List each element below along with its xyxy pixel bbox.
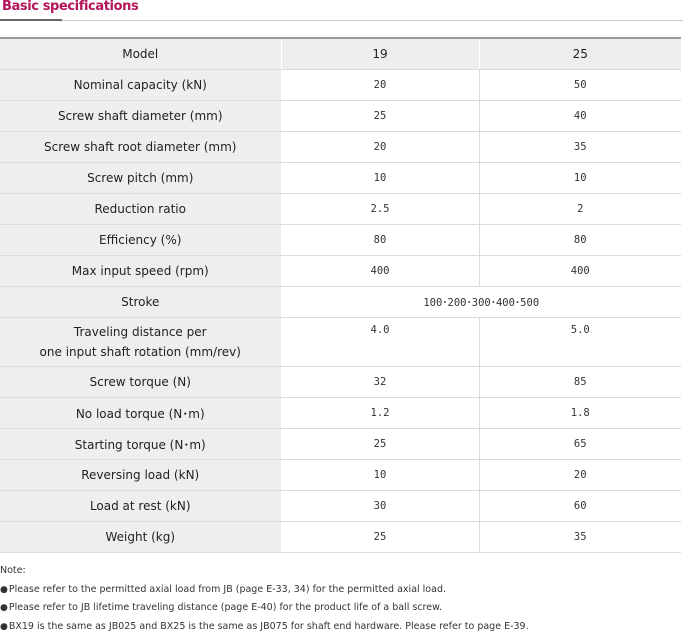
note-text: Please refer to the permitted axial load from JB (page E-33, 34) for the permitted axial load. (9, 584, 446, 595)
header-model-25: 25 (479, 38, 681, 70)
row-label: Starting torque (N･m) (0, 429, 281, 460)
table-row (0, 194, 681, 225)
row-value-25: 35 (479, 522, 681, 553)
row-label: Screw shaft root diameter (mm) (0, 132, 281, 163)
row-label: Screw shaft diameter (mm) (0, 101, 281, 132)
table-row (0, 429, 681, 460)
row-value-19: 20 (281, 132, 479, 163)
row-value-25: 2 (479, 194, 681, 225)
row-label: Reversing load (kN) (0, 460, 281, 491)
row-value-25: 1.8 (479, 398, 681, 429)
row-value-25: 85 (479, 367, 681, 398)
section-title: Basic specifications (2, 0, 138, 14)
spec-table (0, 37, 681, 553)
row-value-25: 20 (479, 460, 681, 491)
row-value-19: 30 (281, 491, 479, 522)
row-value-25: 65 (479, 429, 681, 460)
row-label (0, 318, 281, 367)
row-label: Nominal capacity (kN) (0, 70, 281, 101)
table-row (0, 101, 681, 132)
row-value-19: 10 (281, 460, 479, 491)
table-row (0, 460, 681, 491)
bullet-icon: ● (0, 585, 8, 595)
title-underline-accent (0, 19, 62, 21)
table-header-row (0, 38, 681, 70)
row-label: Screw pitch (mm) (0, 163, 281, 194)
notes-heading: Note: (0, 562, 683, 581)
note-item (0, 581, 683, 600)
row-value-25: 80 (479, 225, 681, 256)
table-row (0, 367, 681, 398)
row-label-line1: Traveling distance per (74, 325, 207, 339)
row-label-line2: one input shaft rotation (mm/rev) (40, 345, 241, 359)
table-row (0, 318, 681, 367)
bullet-icon: ● (0, 603, 8, 613)
row-value-19: 25 (281, 522, 479, 553)
row-label: Load at rest (kN) (0, 491, 281, 522)
note-text: Please refer to JB lifetime traveling distance (page E-40) for the product life of a ball screw. (9, 602, 442, 613)
title-underline (62, 20, 683, 21)
row-value-19: 80 (281, 225, 479, 256)
table-row (0, 132, 681, 163)
note-item (0, 618, 683, 636)
note-text: BX19 is the same as JB025 and BX25 is the same as JB075 for shaft end hardware. Please refer to page E-39. (9, 621, 529, 632)
table-row (0, 163, 681, 194)
table-row (0, 287, 681, 318)
row-value-19: 1.2 (281, 398, 479, 429)
row-label: Screw torque (N) (0, 367, 281, 398)
row-value-25: 35 (479, 132, 681, 163)
row-value-25: 40 (479, 101, 681, 132)
row-value-19: 400 (281, 256, 479, 287)
bullet-icon: ● (0, 622, 8, 632)
row-value-25: 400 (479, 256, 681, 287)
row-value-19: 2.5 (281, 194, 479, 225)
note-item (0, 599, 683, 618)
row-value-19: 25 (281, 101, 479, 132)
row-value-19: 25 (281, 429, 479, 460)
table-row (0, 522, 681, 553)
table-row (0, 398, 681, 429)
table-row (0, 256, 681, 287)
row-value-19: 4.0 (281, 318, 479, 367)
table-row (0, 225, 681, 256)
row-value-19: 10 (281, 163, 479, 194)
row-value-25: 5.0 (479, 318, 681, 367)
row-label: No load torque (N･m) (0, 398, 281, 429)
row-label: Reduction ratio (0, 194, 281, 225)
row-label: Weight (kg) (0, 522, 281, 553)
row-value-25: 50 (479, 70, 681, 101)
row-value-25: 10 (479, 163, 681, 194)
row-value-19: 20 (281, 70, 479, 101)
row-value-25: 60 (479, 491, 681, 522)
header-model: Model (0, 38, 281, 70)
row-label: Stroke (0, 287, 281, 318)
row-label: Max input speed (rpm) (0, 256, 281, 287)
table-row (0, 70, 681, 101)
table-row (0, 491, 681, 522)
notes-section (0, 562, 683, 636)
row-value-19: 32 (281, 367, 479, 398)
row-label: Efficiency (%) (0, 225, 281, 256)
header-model-19: 19 (281, 38, 479, 70)
row-value-merged: 100･200･300･400･500 (281, 287, 681, 318)
